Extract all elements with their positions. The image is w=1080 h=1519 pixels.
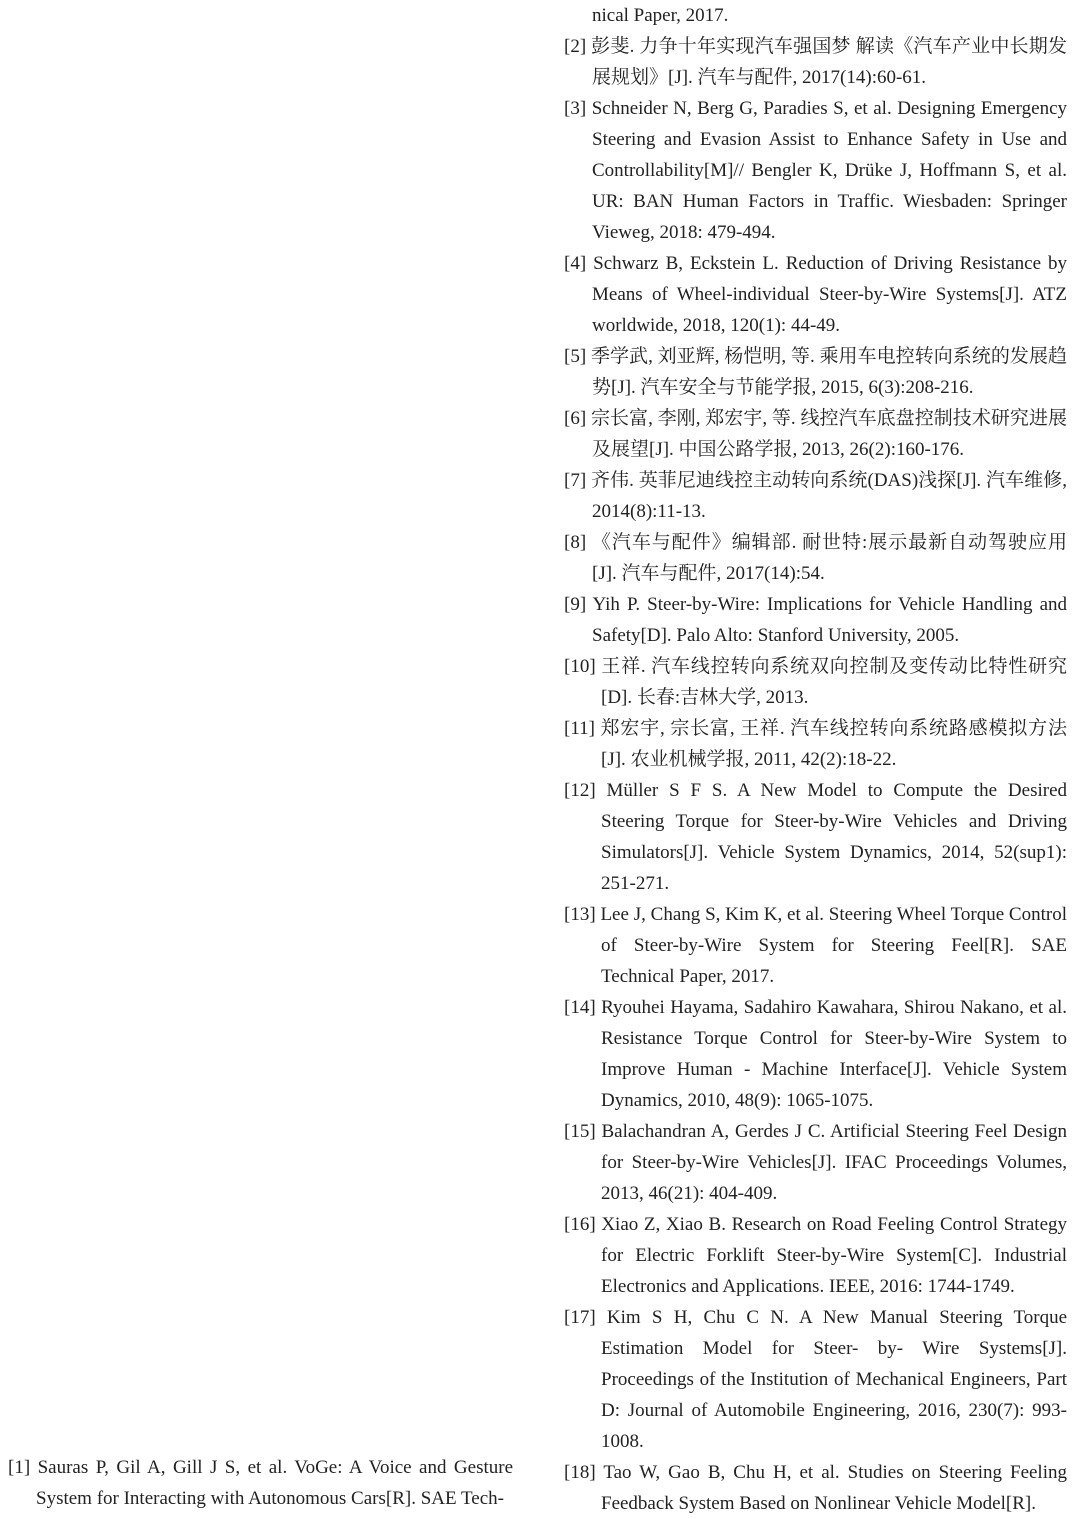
reference-text: Sauras P, Gil A, Gill J S, et al. VoGe: A Voice and Gesture System for Interacting with Autonomous Cars[R]. SAE Tech- — [36, 1457, 514, 1509]
reference-text: Schneider N, Berg G, Paradies S, et al. Designing Emergency Steering and Evasion Assist to Enhance Safety in Use and Controllability[M]// Bengler K, Drüke J, Hoffmann S, et al. UR: BAN Human Factors in Traffic. Wiesbaden: Springer Vieweg, 2018: 479-494. — [591, 98, 1068, 243]
reference-text: Xiao Z, Xiao B. Research on Road Feeling Control Strategy for Electric Forklift Steer-by-Wire System[C]. Industrial Electronics and Applications. IEEE, 2016: 1744-1749. — [601, 1214, 1068, 1297]
reference-number: [13] — [564, 904, 596, 925]
reference-number: [8] — [564, 532, 587, 553]
reference-text: 宗长富, 李刚, 郑宏宇, 等. 线控汽车底盘控制技术研究进展及展望[J]. 中国公路学报, 2013, 26(2):160-176. — [590, 408, 1067, 460]
reference-number: [17] — [564, 1307, 596, 1328]
reference-text: 《汽车与配件》编辑部. 耐世特:展示最新自动驾驶应用[J]. 汽车与配件, 2017(14):54. — [591, 532, 1068, 584]
reference-item-9 — [564, 589, 1067, 651]
reference-item-18 — [564, 1457, 1067, 1519]
reference-item-4 — [564, 248, 1067, 341]
reference-number: [11] — [564, 718, 595, 739]
reference-item-15 — [564, 1116, 1067, 1209]
reference-item-13 — [564, 899, 1067, 992]
reference-item-17 — [564, 1302, 1067, 1457]
reference-text: Müller S F S. A New Model to Compute the Desired Steering Torque for Steer-by-Wire Vehicles and Driving Simulators[J]. Vehicle System Dynamics, 2014, 52(sup1): 251-271. — [601, 780, 1068, 894]
reference-text: Balachandran A, Gerdes J C. Artificial Steering Feel Design for Steer-by-Wire Vehicles[J]. IFAC Proceedings Volumes, 2013, 46(21): 404-409. — [601, 1121, 1068, 1204]
reference-continuation — [564, 0, 1067, 31]
reference-item-3 — [564, 93, 1067, 248]
reference-item-16 — [564, 1209, 1067, 1302]
reference-number: [10] — [564, 656, 596, 677]
reference-list-left-column — [8, 1452, 513, 1514]
reference-number: [9] — [564, 594, 587, 615]
reference-text: Tao W, Gao B, Chu H, et al. Studies on Steering Feeling Feedback System Based on Nonlinear Vehicle Model[R]. — [601, 1462, 1067, 1514]
reference-text: Lee J, Chang S, Kim K, et al. Steering Wheel Torque Control of Steer-by-Wire System for Steering Feel[R]. SAE Technical Paper, 2017. — [600, 904, 1067, 987]
reference-item-10 — [564, 651, 1067, 713]
reference-number: [15] — [564, 1121, 596, 1142]
reference-text: Schwarz B, Eckstein L. Reduction of Driving Resistance by Means of Wheel-individual Steer-by-Wire Systems[J]. ATZ worldwide, 2018, 120(1): 44-49. — [592, 253, 1067, 336]
reference-number: [1] — [8, 1457, 31, 1478]
reference-text: 齐伟. 英菲尼迪线控主动转向系统(DAS)浅探[J]. 汽车维修, 2014(8):11-13. — [590, 470, 1068, 522]
reference-number: [7] — [564, 470, 587, 491]
reference-item-1 — [8, 1452, 513, 1514]
reference-number: [5] — [564, 346, 587, 367]
reference-item-7 — [564, 465, 1067, 527]
reference-item-12 — [564, 775, 1067, 899]
reference-text: Kim S H, Chu C N. A New Manual Steering Torque Estimation Model for Steer- by- Wire Systems[J]. Proceedings of the Institution of Mechanical Engineers, Part D: Journal of Automobile Engineering, 2016, 230(7): 993-1008. — [601, 1307, 1068, 1452]
reference-item-8 — [564, 527, 1067, 589]
reference-number: [16] — [564, 1214, 596, 1235]
reference-number: [6] — [564, 408, 587, 429]
reference-number: [12] — [564, 780, 596, 801]
reference-number: [3] — [564, 98, 587, 119]
reference-text: 季学武, 刘亚辉, 杨恺明, 等. 乘用车电控转向系统的发展趋势[J]. 汽车安全与节能学报, 2015, 6(3):208-216. — [590, 346, 1067, 398]
reference-item-5 — [564, 341, 1067, 403]
reference-text: Yih P. Steer-by-Wire: Implications for Vehicle Handling and Safety[D]. Palo Alto: Stanford University, 2005. — [592, 594, 1067, 646]
reference-text: 郑宏宇, 宗长富, 王祥. 汽车线控转向系统路感模拟方法[J]. 农业机械学报, 2011, 42(2):18-22. — [600, 718, 1067, 770]
reference-number: [2] — [564, 36, 587, 57]
reference-item-6 — [564, 403, 1067, 465]
reference-number: [14] — [564, 997, 596, 1018]
reference-number: [18] — [564, 1462, 596, 1483]
reference-continuation-text: nical Paper, 2017. — [592, 5, 729, 26]
reference-list-right-column — [564, 0, 1067, 1519]
reference-number: [4] — [564, 253, 587, 274]
reference-text: Ryouhei Hayama, Sadahiro Kawahara, Shirou Nakano, et al. Resistance Torque Control for Steer-by-Wire System to Improve Human - Machine Interface[J]. Vehicle System Dynamics, 2010, 48(9): 1065-1075. — [601, 997, 1067, 1111]
reference-text: 彭斐. 力争十年实现汽车强国梦 解读《汽车产业中长期发展规划》[J]. 汽车与配件, 2017(14):60-61. — [591, 36, 1067, 88]
reference-item-14 — [564, 992, 1067, 1116]
reference-item-11 — [564, 713, 1067, 775]
reference-item-2 — [564, 31, 1067, 93]
reference-text: 王祥. 汽车线控转向系统双向控制及变传动比特性研究[D]. 长春:吉林大学, 2013. — [601, 656, 1067, 708]
